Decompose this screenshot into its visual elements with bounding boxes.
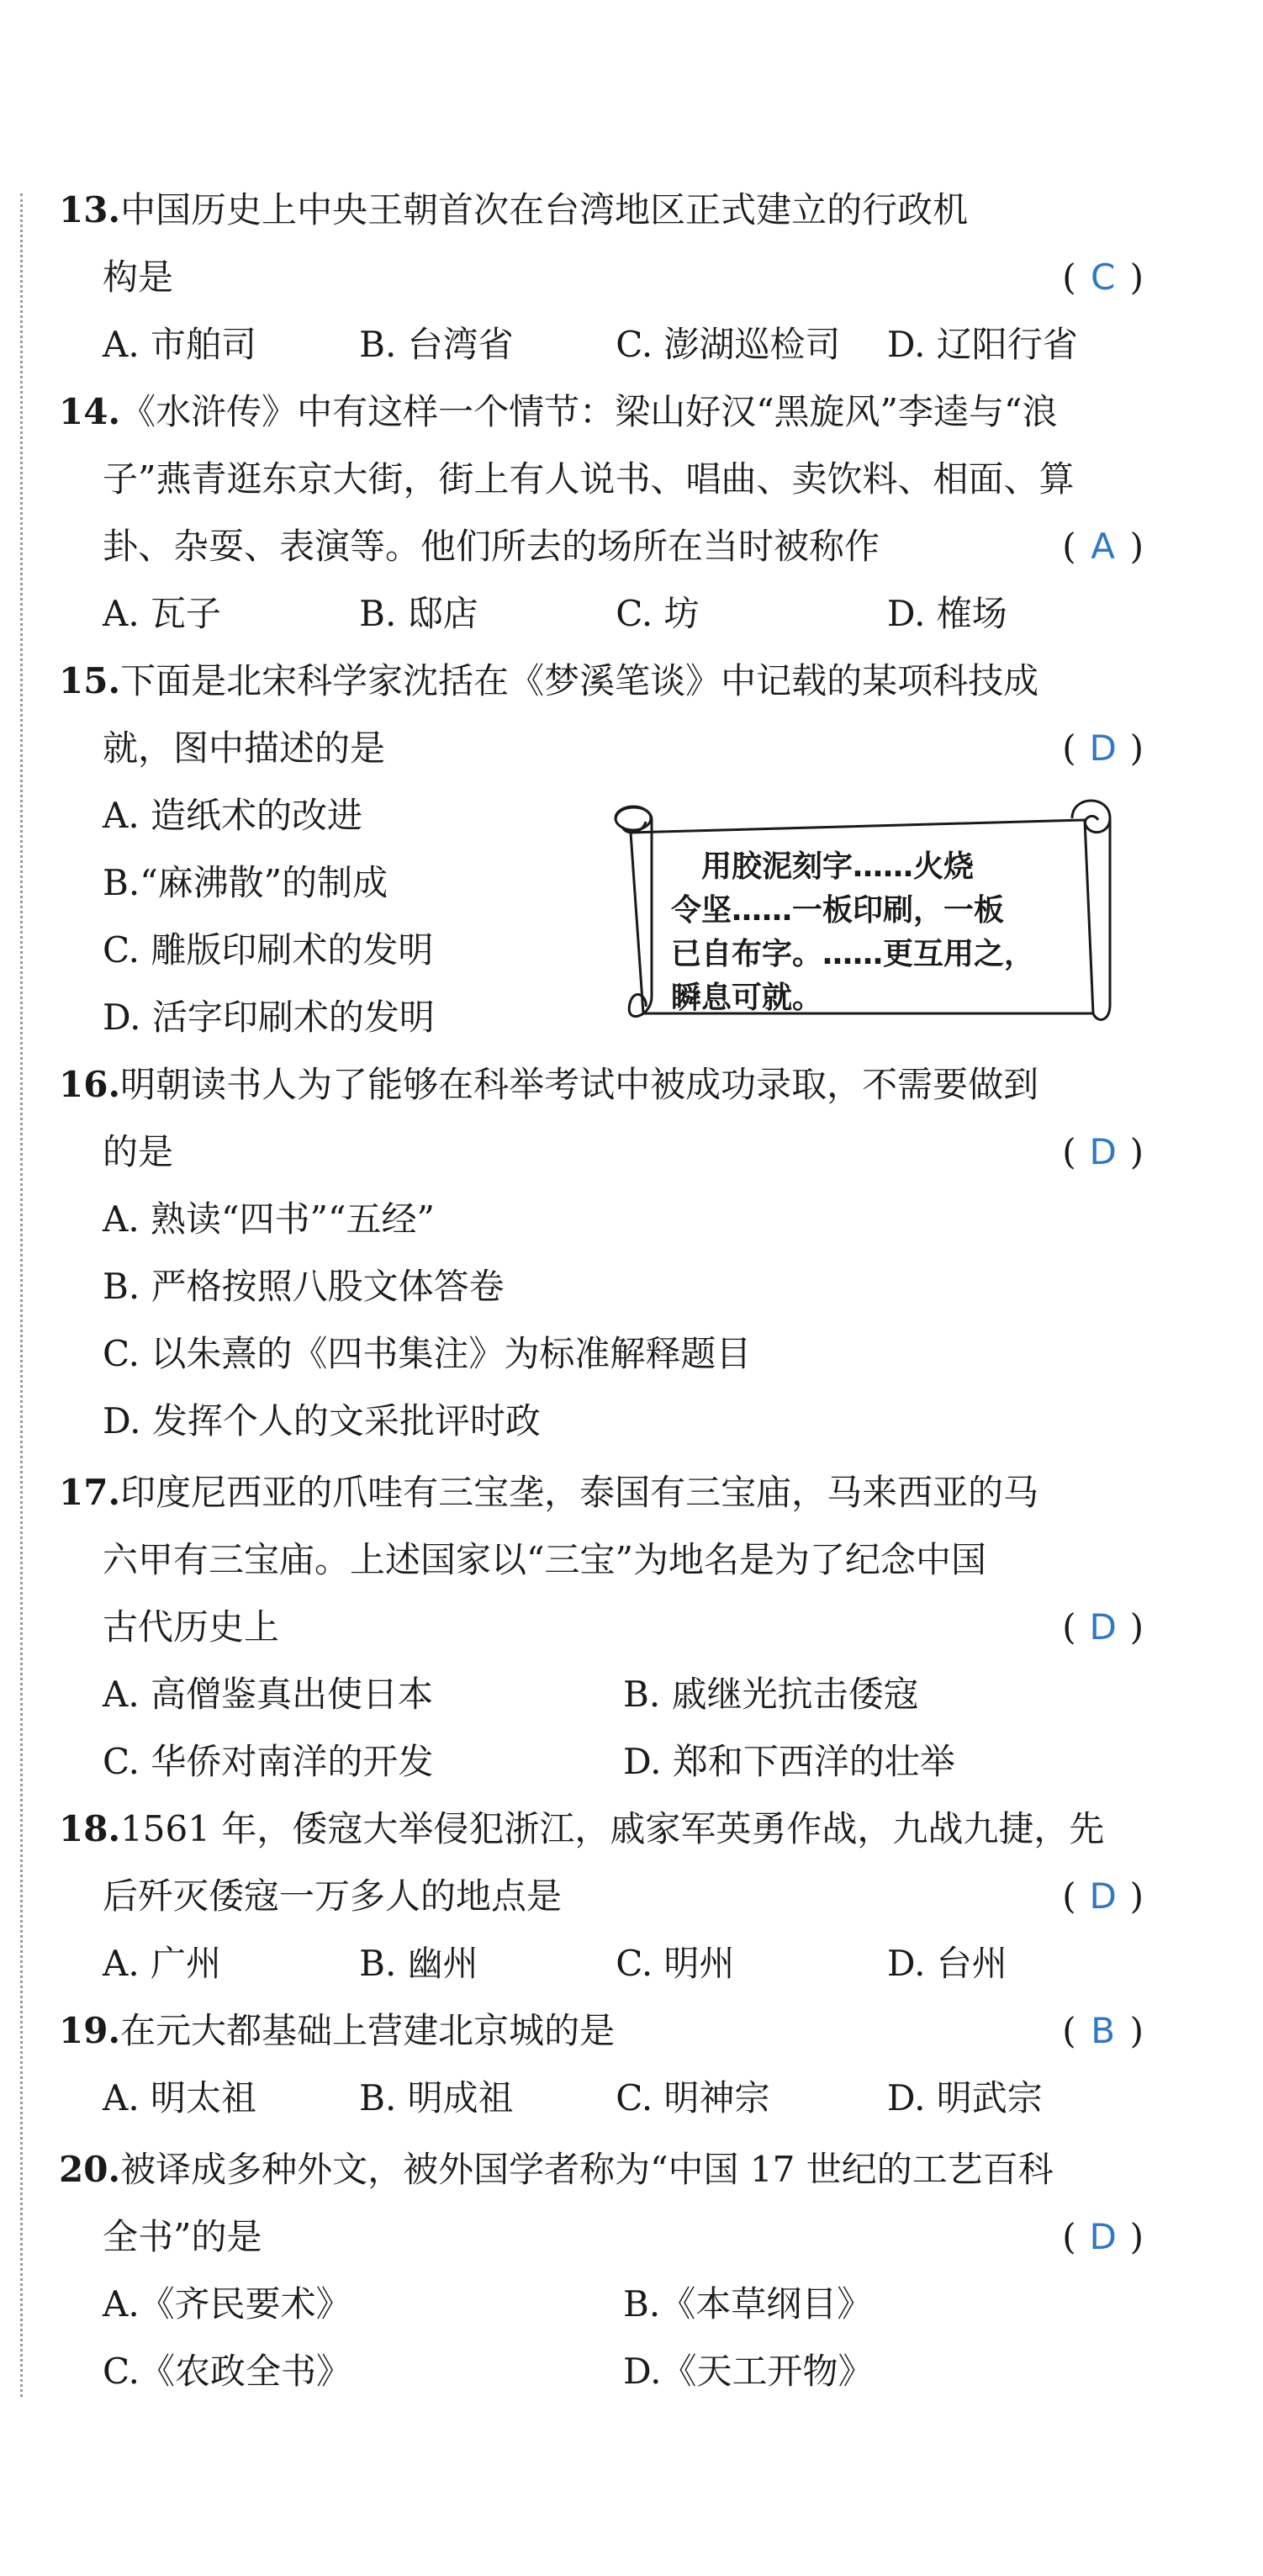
margin-binding-line: [20, 193, 23, 2397]
options-row: [59, 1661, 1144, 1728]
question-stem-line: 卦、杂耍、表演等。他们所去的场所在当时被称作 ( A ): [59, 513, 1144, 580]
option: D. 辽阳行省: [886, 324, 1078, 365]
question-stem-line: 17.印度尼西亚的爪哇有三宝垄，泰国有三宝庙，马来西亚的马: [59, 1472, 1039, 1513]
question-stem-line: 后歼灭倭寇一万多人的地点是 ( D ): [59, 1863, 1144, 1930]
question-19: [59, 1997, 1144, 2132]
options-row: [59, 1728, 1144, 1796]
options-row: [59, 311, 1144, 378]
answer-letter: A: [1091, 526, 1115, 567]
option: B.“麻沸散”的制成: [103, 862, 388, 903]
answer-letter: B: [1091, 2010, 1116, 2051]
answer-bracket: ( A ): [1062, 513, 1144, 580]
question-stem-line: 全书”的是 ( D ): [59, 2203, 1144, 2271]
answer-bracket: ( D ): [1062, 1594, 1144, 1661]
answer-letter: D: [1089, 1131, 1117, 1172]
options-row: [59, 2338, 1144, 2405]
scroll-quote: [671, 845, 1091, 1020]
option: C. 明神宗: [616, 2077, 770, 2118]
options-row: [59, 580, 1144, 648]
question-stem-line: 构是 ( C ): [59, 244, 1144, 311]
option: A.《齐民要术》: [103, 2283, 351, 2325]
option: A. 广州: [103, 1943, 222, 1984]
option: A. 市舶司: [103, 324, 257, 365]
question-stem-line: 15.下面是北宋科学家沈括在《梦溪笔谈》中记载的某项科技成: [59, 660, 1039, 701]
question-stem-line: 20.被译成多种外文，被外国学者称为“中国 17 世纪的工艺百科: [59, 2149, 1054, 2190]
answer-bracket: ( B ): [1062, 1997, 1144, 2065]
option: D. 明武宗: [886, 2077, 1043, 2118]
option: D. 活字印刷术的发明: [103, 997, 435, 1038]
answer-bracket: ( D ): [1062, 1119, 1144, 1186]
question-20: [59, 2136, 1144, 2405]
option: D. 台州: [886, 1943, 1007, 1984]
options-row: [59, 1930, 1144, 1997]
option: B. 幽州: [359, 1943, 478, 1984]
options-row: [59, 2065, 1144, 2132]
answer-letter: D: [1089, 1875, 1117, 1917]
question-17: [59, 1459, 1144, 1796]
option: A. 造纸术的改进: [103, 795, 363, 836]
option: A. 瓦子: [103, 593, 222, 634]
option: B.《本草纲目》: [623, 2283, 873, 2325]
scroll-illustration: [605, 786, 1127, 1030]
question-number: 14.: [59, 391, 121, 432]
option: B. 邸店: [359, 593, 478, 634]
question-number: 15.: [59, 660, 121, 701]
option: C. 坊: [616, 593, 700, 634]
option: D. 榷场: [886, 593, 1007, 634]
question-number: 17.: [59, 1472, 121, 1513]
question-18: [59, 1796, 1144, 1997]
option: B. 戚继光抗击倭寇: [623, 1674, 919, 1715]
option: A. 高僧鉴真出使日本: [103, 1674, 434, 1715]
scroll-line: 已自布字。……更互用之，: [671, 937, 1035, 971]
question-number: 20.: [59, 2149, 121, 2190]
question-stem-line: 16.明朝读书人为了能够在科举考试中被成功录取，不需要做到: [59, 1064, 1039, 1105]
option: A. 明太祖: [103, 2077, 257, 2118]
question-14: [59, 378, 1144, 648]
option: C. 以朱熹的《四书集注》为标准解释题目: [103, 1333, 752, 1374]
question-number: 13.: [59, 189, 121, 230]
question-stem-line: 古代历史上 ( D ): [59, 1594, 1144, 1661]
option: B. 严格按照八股文体答卷: [103, 1266, 505, 1307]
answer-letter: D: [1089, 2216, 1117, 2257]
question-stem-line: 18.1561 年，倭寇大举侵犯浙江，戚家军英勇作战，九战九捷，先: [59, 1808, 1105, 1849]
option: C. 雕版印刷术的发明: [103, 929, 434, 971]
option: B. 台湾省: [359, 324, 514, 365]
scroll-line: 瞬息可就。: [671, 981, 823, 1015]
question-stem-line: 六甲有三宝庙。上述国家以“三宝”为地名是为了纪念中国: [103, 1539, 986, 1580]
scroll-line: 用胶泥刻字……火烧: [701, 849, 975, 884]
answer-bracket: ( D ): [1062, 2203, 1144, 2271]
answer-bracket: ( D ): [1062, 715, 1144, 782]
option: C.《农政全书》: [103, 2351, 351, 2392]
scroll-line: 令坚……一板印刷，一板: [671, 893, 1005, 928]
question-stem-line: 就，图中描述的是 ( D ): [59, 715, 1144, 782]
question-number: 18.: [59, 1808, 121, 1849]
question-stem-line: 的是 ( D ): [59, 1119, 1144, 1186]
answer-bracket: ( C ): [1062, 244, 1144, 311]
question-16: [59, 1051, 1144, 1455]
question-stem-line: 13.中国历史上中央王朝首次在台湾地区正式建立的行政机: [59, 189, 969, 230]
question-stem-line: 19.在元大都基础上营建北京城的是 ( B ): [59, 1997, 1144, 2065]
question-number: 16.: [59, 1064, 121, 1105]
question-stem-line: 子”燕青逛东京大街，街上有人说书、唱曲、卖饮料、相面、算: [103, 458, 1075, 500]
answer-bracket: ( D ): [1062, 1863, 1144, 1930]
option: D. 发挥个人的文采批评时政: [103, 1400, 541, 1441]
option: D.《天工开物》: [623, 2351, 874, 2392]
option: A. 熟读“四书”“五经”: [103, 1198, 435, 1240]
option: B. 明成祖: [359, 2077, 514, 2118]
answer-letter: D: [1089, 1606, 1117, 1648]
question-stem-line: 14.《水浒传》中有这样一个情节：梁山好汉“黑旋风”李逵与“浪: [59, 391, 1058, 432]
option: C. 澎湖巡检司: [616, 324, 841, 365]
option: C. 华侨对南洋的开发: [103, 1741, 434, 1782]
question-number: 19.: [59, 2010, 121, 2051]
answer-letter: D: [1089, 727, 1117, 769]
answer-letter: C: [1090, 257, 1116, 298]
option: C. 明州: [616, 1943, 735, 1984]
question-13: [59, 177, 1144, 378]
options-row: [59, 2271, 1144, 2338]
option: D. 郑和下西洋的壮举: [623, 1741, 955, 1782]
